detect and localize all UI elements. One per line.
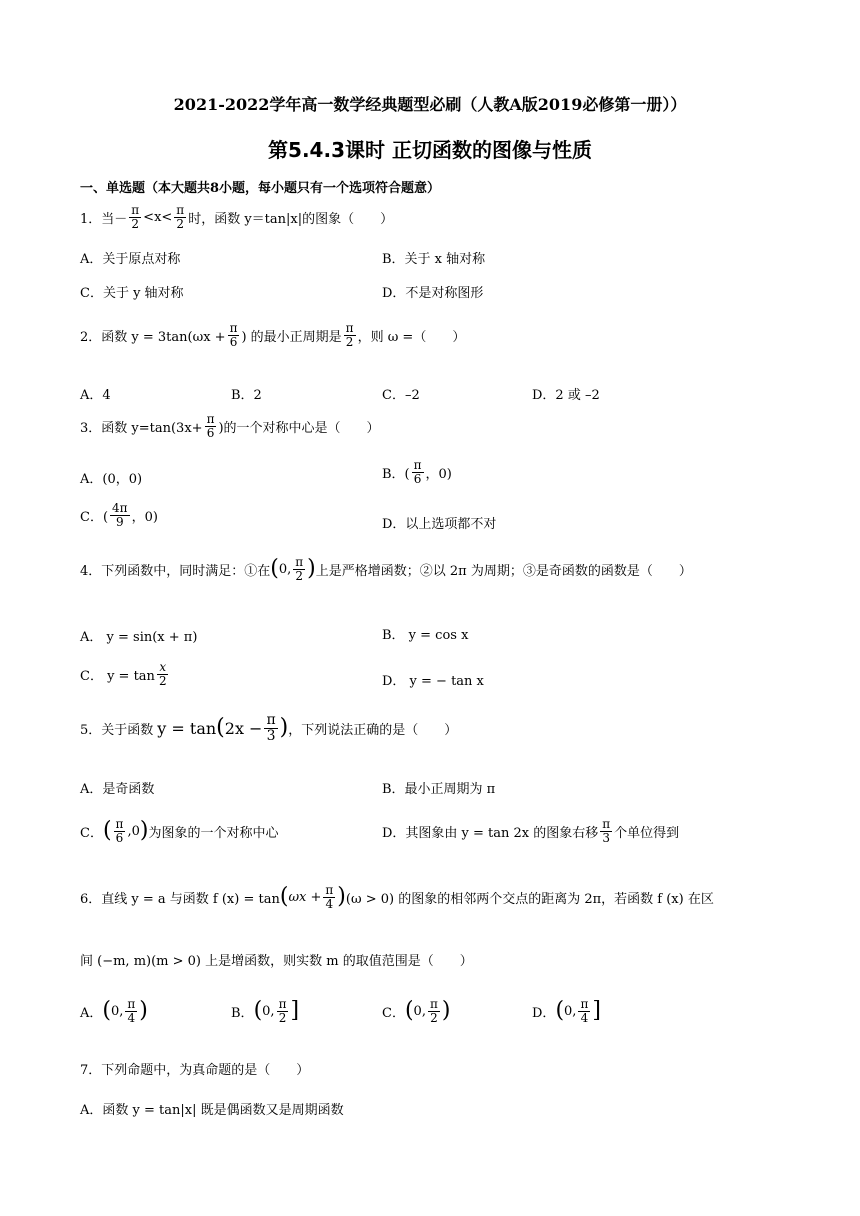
question-6-stem-line1: 6．直线 y = a 与函数 f (x) = tan ( ωx + $\frac{\pi}{4}$ ) (ω > 0) 的图象的相邻两个交点的距离为 2π，若函数 f (x) 在区 — [80, 883, 714, 911]
fraction: $\frac{\pi}{3}$ — [266, 712, 276, 744]
question-7-stem: 7．下列命题中，为真命题的是（ ） — [80, 1063, 310, 1078]
question-3-stem: 3．函数 y=tan(3x+ $\frac{\pi}{6}$ )的一个对称中心是（ ） — [80, 412, 380, 440]
fraction: $\frac{x}{2}$ — [158, 660, 167, 688]
question-6-stem-line2: 间 (−m, m)(m > 0) 上是增函数，则实数 m 的取值范围是（ ） — [80, 954, 473, 969]
q1-option-b[interactable]: B．关于 x 轴对称 — [382, 252, 486, 267]
q2-option-d[interactable]: D．2 或 –2 — [532, 388, 600, 403]
question-5-stem: 5．关于函数 y = tan ( 2x − $\frac{\pi}{3}$ ) ，下列说法正确的是（ ） — [80, 712, 458, 744]
q4-option-c[interactable]: C． y = tan $\frac{x}{2}$ — [80, 660, 167, 688]
fraction: $\frac{\pi}{2}$ — [429, 997, 438, 1025]
lesson-title: 第5.4.3课时 正切函数的图像与性质 — [268, 138, 592, 162]
question-1-stem: 1．当－ $\frac{\pi}{2}$ <x< $\frac{\pi}{2}$ 时，函数 y＝tan|x|的图象（ ） — [80, 203, 394, 231]
fraction: $\frac{\pi}{4}$ — [325, 883, 334, 911]
q4-option-b[interactable]: B． y = cos x — [382, 628, 469, 643]
q6-option-c[interactable]: C． ( 0, $\frac{\pi}{2}$ ) — [382, 997, 451, 1025]
question-2-stem: 2．函数 y = 3tan(ωx + $\frac{\pi}{6}$ ) 的最小正周期是 $\frac{\pi}{2}$ ，则 ω =（ ） — [80, 321, 466, 349]
q2-option-b[interactable]: B．2 — [231, 388, 262, 403]
q3-option-d[interactable]: D．以上选项都不对 — [382, 517, 497, 532]
fraction: $\frac{\pi}{2}$ — [345, 321, 354, 349]
section-heading: 一、单选题（本大题共8小题，每小题只有一个选项符合题意） — [80, 181, 441, 196]
q5-option-b[interactable]: B．最小正周期为 π — [382, 782, 496, 797]
q4-option-a[interactable]: A． y = sin(x + π) — [80, 630, 198, 645]
fraction: $\frac{4\pi}{9}$ — [112, 501, 128, 529]
q7-option-a[interactable]: A．函数 y = tan|x| 既是偶函数又是周期函数 — [80, 1103, 344, 1118]
q3-option-a[interactable]: A．(0，0) — [80, 472, 143, 487]
fraction: $\frac{\pi}{2}$ — [131, 203, 140, 231]
fraction: $\frac{\pi}{2}$ — [278, 997, 287, 1025]
question-4-stem: 4．下列函数中，同时满足：①在 ( 0, $\frac{\pi}{2}$ ) 上是严格增函数；②以 2π 为周期；③是奇函数的函数是（ ） — [80, 555, 692, 583]
q6-option-a[interactable]: A． ( 0, $\frac{\pi}{4}$ ) — [80, 997, 148, 1025]
fraction: $\frac{\pi}{6}$ — [206, 412, 215, 440]
q1-option-c[interactable]: C．关于 y 轴对称 — [80, 286, 184, 301]
q3-option-b[interactable]: B．( $\frac{\pi}{6}$ ，0) — [382, 458, 452, 486]
q5-option-a[interactable]: A．是奇函数 — [80, 782, 155, 797]
fraction: $\frac{\pi}{6}$ — [229, 321, 238, 349]
q1-option-d[interactable]: D．不是对称图形 — [382, 286, 484, 301]
q3-option-c[interactable]: C．( $\frac{4\pi}{9}$ ，0) — [80, 501, 158, 529]
q4-option-d[interactable]: D． y = − tan x — [382, 674, 484, 689]
fraction: $\frac{\pi}{4}$ — [127, 997, 136, 1025]
fraction: $\frac{\pi}{6}$ — [413, 458, 422, 486]
fraction: $\frac{\pi}{3}$ — [602, 817, 611, 845]
q1-option-a[interactable]: A．关于原点对称 — [80, 252, 181, 267]
fraction: $\frac{\pi}{4}$ — [580, 997, 589, 1025]
q2-option-c[interactable]: C．–2 — [382, 388, 420, 403]
q5-option-c[interactable]: C． ( $\frac{\pi}{6}$ ,0 ) 为图象的一个对称中心 — [80, 817, 279, 845]
q6-option-d[interactable]: D． ( 0, $\frac{\pi}{4}$ ] — [532, 997, 601, 1025]
fraction: $\frac{\pi}{2}$ — [176, 203, 185, 231]
document-title: 2021-2022学年高一数学经典题型必刷（人教A版2019必修第一册）） — [173, 95, 687, 114]
fraction: $\frac{\pi}{2}$ — [295, 555, 304, 583]
q5-option-d[interactable]: D．其图象由 y = tan 2x 的图象右移 $\frac{\pi}{3}$ 个单位得到 — [382, 817, 680, 845]
q2-option-a[interactable]: A．4 — [80, 388, 111, 403]
fraction: $\frac{\pi}{6}$ — [115, 817, 124, 845]
q6-option-b[interactable]: B． ( 0, $\frac{\pi}{2}$ ] — [231, 997, 300, 1025]
